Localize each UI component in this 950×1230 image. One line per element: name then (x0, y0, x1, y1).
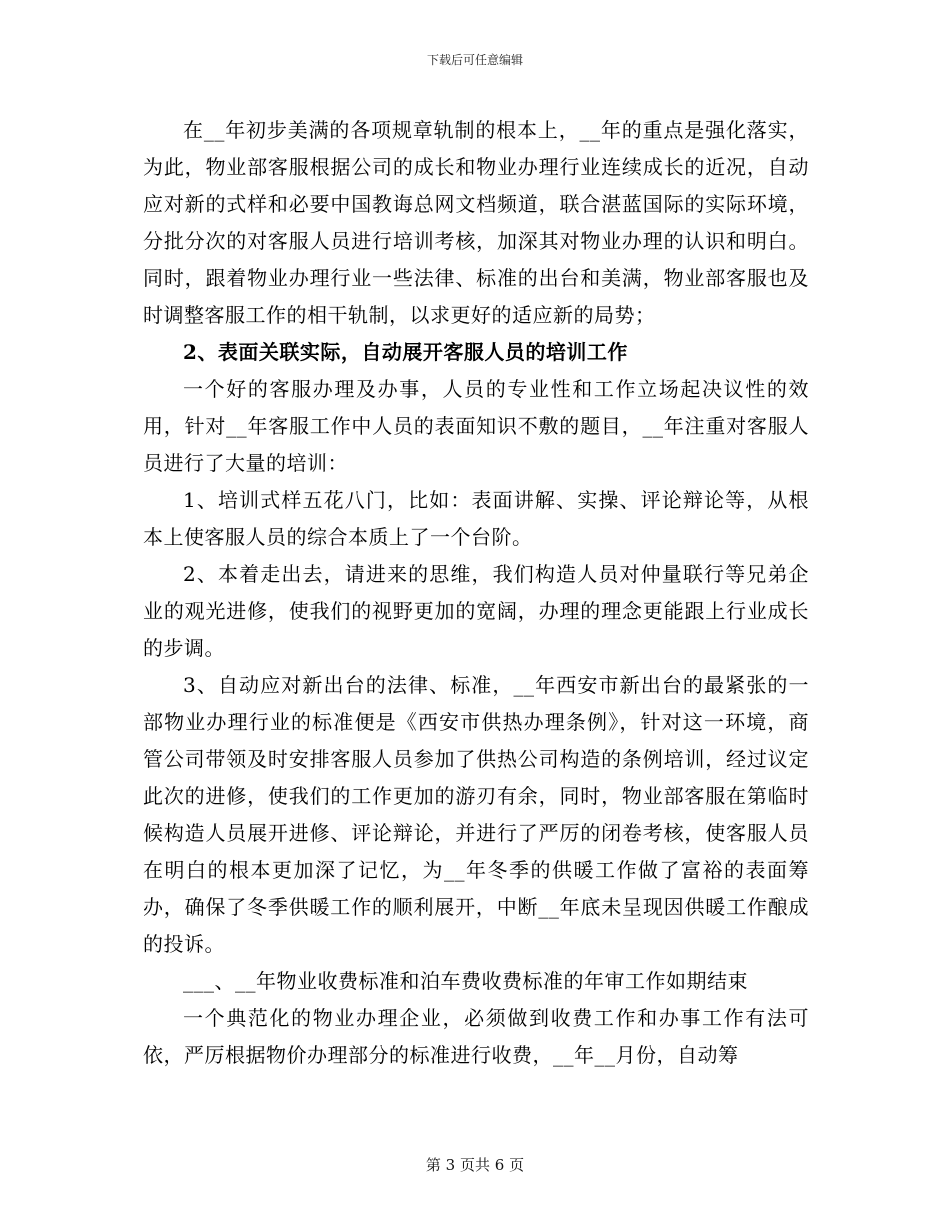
page-header: 下载后可任意编辑 (426, 53, 523, 67)
page-footer: 第 3 页共 6 页 (425, 1156, 525, 1174)
paragraph-training-item-2: 2、本着走出去，请进来的思维，我们构造人员对仲量联行等兄弟企业的观光进修，使我们的视野更加的宽阔，办理的理念更能跟上行业成长的步调。 (143, 562, 809, 660)
paragraph-training-item-3: 3、自动应对新出台的法律、标准，__年西安市新出台的最紧张的一部物业办理行业的标准便是《西安市供热办理条例》，针对这一环境，商管公司带领及时安排客服人员参加了供热公司构造的条例培训，经过议定此次的进修，使我们的工作更加的游刃有余，同时，物业部客服在第临时候构造人员展开进修、评论辩论，并进行了严厉的闭卷考核，使客服人员在明白的根本更加深了记忆，为__年冬季的供暖工作做了富裕的表面筹办，确保了冬季供暖工作的顺利展开，中断__年底未呈现因供暖工作酿成的投诉。 (143, 673, 809, 956)
document-body (143, 112, 809, 1074)
section-heading-training: 2、表面关联实际，自动展开客服人员的培训工作 (183, 340, 628, 364)
paragraph-regulations: 在__年初步美满的各项规章轨制的根本上，__年的重点是强化落实，为此，物业部客服根据公司的成长和物业办理行业连续成长的近况，自动应对新的式样和必要中国教诲总网文档频道，联合湛蓝国际的实际环境，分批分次的对客服人员进行培训考核，加深其对物业办理的认识和明白。同时，跟着物业办理行业一些法律、标准的出台和美满，物业部客服也及时调整客服工作的相干轨制，以求更好的适应新的局势； (143, 118, 809, 327)
paragraph-fee-standards: 一个典范化的物业办理企业，必须做到收费工作和办事工作有法可依，严厉根据物价办理部分的标准进行收费，__年__月份，自动筹 (143, 1006, 809, 1067)
paragraph-training-item-1: 1、培训式样五花八门，比如：表面讲解、实操、评论辩论等，从根本上使客服人员的综合本质上了一个台阶。 (143, 488, 809, 549)
paragraph-training-intro: 一个好的客服办理及办事，人员的专业性和工作立场起决议性的效用，针对__年客服工作中人员的表面知识不敷的题目，__年注重对客服人员进行了大量的培训： (143, 377, 809, 475)
paragraph-fee-review: ___、__年物业收费标准和泊车费收费标准的年审工作如期结束 (183, 969, 748, 993)
